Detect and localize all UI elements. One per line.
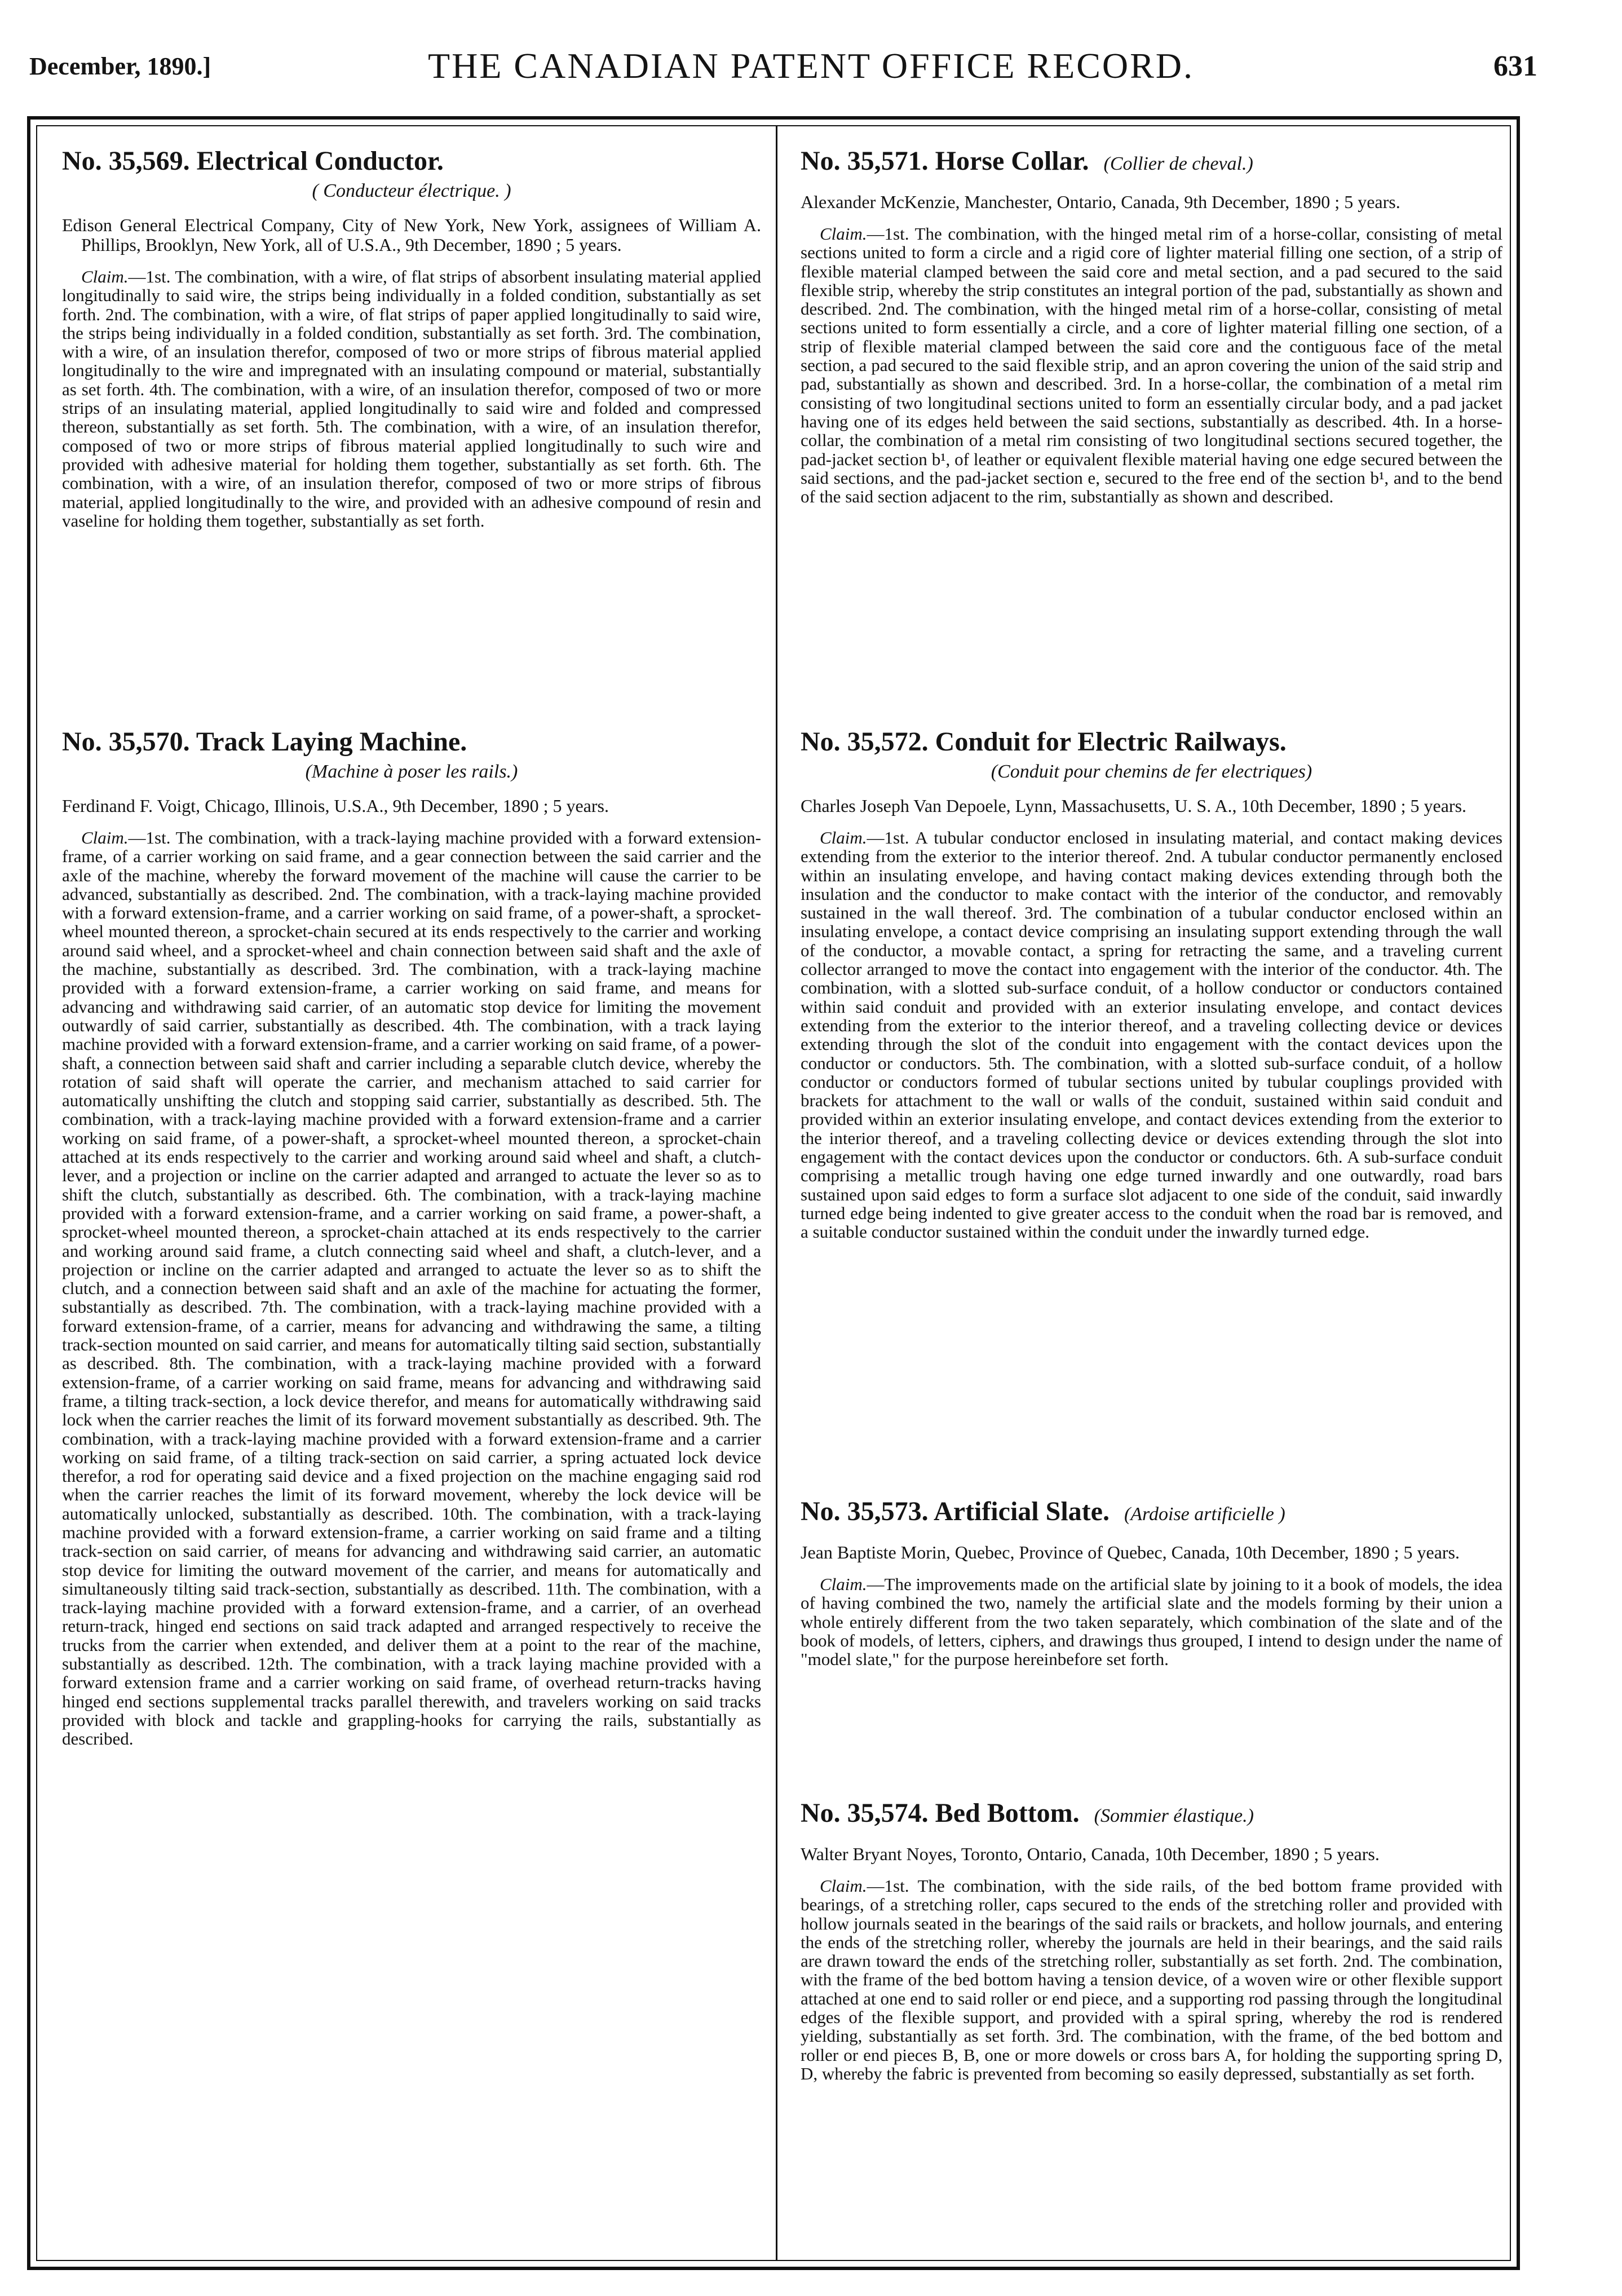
entry-grantee: Jean Baptiste Morin, Quebec, Province of Quebec, Canada, 10th December, 1890 ; 5 years.	[801, 1542, 1460, 1562]
entry-claim	[62, 828, 761, 1749]
patent-entry-35574	[801, 1798, 1502, 2083]
claim-label: Claim.	[820, 1574, 867, 1594]
entry-number: No. 35,569.	[62, 146, 190, 176]
entry-french-title: ( Conducteur électrique. )	[312, 180, 511, 201]
entry-grantee: Alexander McKenzie, Manchester, Ontario, Canada, 9th December, 1890 ; 5 years.	[801, 192, 1400, 212]
page-number: 631	[1493, 50, 1537, 82]
entry-claim	[801, 828, 1502, 1242]
entry-claim	[801, 1876, 1502, 2083]
claim-text: —1st. The combination, with the side rails, of the bed bottom frame provided with bearings, of a stretching roller, caps secured to the ends of the stretching roller and provided with hollow journals seated in the bearings of the said rails or brackets, and hollow journals, and entering the ends of the stretching roller, whereby the journals are held in their bearings, and the said rails are drawn toward the ends of the stretching roller, substantially as set forth. 2nd. The combination, with the frame of the bed bottom having a tension device, of a woven wire or other flexible support attached at one end to said roller or end piece, and a supporting rod passing through the longitudinal edges of the flexible support, and provided with a spiral spring, whereby the rod is rendered yielding, substantially as set forth. 3rd. The combination, with the frame, of the bed bottom and roller or end pieces B, B, one or more dowels or cross bars A, for holding the supporting spring D, D, whereby the fabric is prevented from becoming so easily depressed, substantially as set forth.	[801, 1876, 1502, 2083]
claim-text: —1st. The combination, with a track-laying machine provided with a forward extension-frame, of a carrier working on said frame, and a gear connection between the said carrier and the axle of the machine, whereby the forward movement of the machine will cause the carrier to be advanced, substantially as described. 2nd. The combination, with a track-laying machine provided with a forward extension-frame, and a carrier working on said frame, of a power-shaft, a sprocket-wheel mounted thereon, a sprocket-chain secured at its ends respectively to the carrier and working around said wheel, and a sprocket-wheel and chain connection between said shaft and the axle of the machine, substantially as described. 3rd. The combination, with a track-laying machine provided with a forward extension-frame, a carrier working on said frame, and means for advancing and withdrawing said carrier, of an automatic stop device for limiting the movement outwardly of said carrier, substantially as described. 4th. The combination, with a track laying machine provided with a forward extension-frame, and a carrier working on said frame, of a power-shaft, a connection between said shaft and carrier including a separable clutch device, whereby the rotation of said shaft will operate the carrier, and mechanism attached to said carrier for automatically unshifting the clutch and stopping said carrier, substantially as described. 5th. The combination, with a track-laying machine provided with a forward extension-frame and a carrier working on said frame, of a power-shaft, a sprocket-wheel mounted thereon, a sprocket-chain attached at its ends respectively to the carrier and working around said wheel and shaft, a clutch-lever, and a projection or incline on the carrier adapted and arranged to actuate the lever so as to shift the clutch, substantially as described. 6th. The combination, with a track-laying machine provided with a forward extension-frame, and a carrier working on said frame, a power-shaft, a sprocket-wheel mounted thereon, a sprocket-chain attached at its ends respectively to the carrier and working around said frame, a clutch connecting said wheel and shaft, a clutch-lever, and a projection or incline on the carrier adapted and arranged to actuate the lever so as to shift the clutch, and a connection between said shaft and an axle of the machine for actuating the former, substantially as described. 7th. The combination, with a track-laying machine provided with a forward extension-frame, of a carrier, means for advancing and withdrawing the same, a tilting track-section mounted on said carrier, and means for automatically tilting said section, substantially as described. 8th. The combination, with a track-laying machine provided with a forward extension-frame, of a carrier working on said frame, means for advancing and withdrawing said frame, a tilting track-section, a lock device therefor, and means for automatically withdrawing said lock when the carrier reaches the limit of its forward movement substantially as described. 9th. The combination, with a track-laying machine provided with a forward extension-frame and a carrier working on said frame, of a tilting track-section on said carrier, a spring actuated lock device therefor, a rod for operating said device and a fixed projection on the machine engaging said rod when the carrier reaches the limit of its forward movement, whereby the lock device will be automatically unlocked, substantially as described. 10th. The combination, with a track-laying machine provided with a forward extension-frame, a carrier working on said frame and a tilting track-section on said carrier, of means for advancing and withdrawing said carrier, an automatic stop device for limiting the outward movement of the carrier, and means for automatically and simultaneously tilting said track-section, substantially as described. 11th. The combination, with a track-laying machine provided with a forward extension-frame, and a carrier, of an overhead return-track, hinged end sections on said track adapted and arranged respectively to receive the trucks from the carrier when extended, and deliver them at a point to the rear of the machine, substantially as described. 12th. The combination, with a track laying machine provided with a forward extension frame and a carrier working on said frame, of overhead return-tracks having hinged end sections supplemental tracks parallel therewith, and travelers working on said tracks provided with block and tackle and grappling-hooks for carrying the rails, substantially as described.	[62, 828, 761, 1749]
claim-label: Claim.	[820, 224, 867, 244]
entry-title: Bed Bottom.	[935, 1798, 1080, 1828]
entry-number: No. 35,572.	[801, 727, 929, 757]
entry-french-title: (Conduit pour chemins de fer electriques)	[991, 761, 1312, 782]
patent-entry-35569	[62, 145, 761, 530]
entry-title: Electrical Conductor.	[196, 146, 444, 176]
entry-claim	[62, 267, 761, 530]
entry-heading	[801, 1798, 1502, 1832]
header-date: December, 1890.]	[29, 52, 211, 80]
entry-heading	[62, 726, 761, 758]
entry-title: Conduit for Electric Railways.	[935, 727, 1287, 757]
entry-number: No. 35,571.	[801, 146, 929, 176]
entry-number: No. 35,574.	[801, 1798, 929, 1828]
patent-entry-35572	[801, 726, 1502, 1242]
patent-entry-35573	[801, 1496, 1502, 1668]
claim-label: Claim.	[820, 1876, 867, 1896]
entry-number: No. 35,573.	[801, 1496, 929, 1526]
entry-grantee: Ferdinand F. Voigt, Chicago, Illinois, U.S.A., 9th December, 1890 ; 5 years.	[62, 796, 609, 816]
entry-claim	[801, 1575, 1502, 1668]
entry-heading	[62, 145, 761, 177]
claim-label: Claim.	[81, 267, 129, 286]
patent-entry-35570	[62, 726, 761, 1749]
entry-title: Artificial Slate.	[934, 1496, 1110, 1526]
entry-heading	[801, 1496, 1502, 1530]
entry-claim	[801, 224, 1502, 506]
claim-text: —1st. The combination, with a wire, of flat strips of absorbent insulating material applied longitudinally to said wire, the strips being individually in a folded condition, substantially as set forth. 2nd. The combination, with a wire, of flat strips of paper applied longitudinally to said wire, the strips being individually in a folded condition, substantially as set forth. 3rd. The combination, with a wire, of an insulation therefor, composed of two or more strips of fibrous material applied longitudinally to the wire and impregnated with an insulating compound or material, substantially as set forth. 4th. The combination, with a wire, of an insulation therefor, composed of two or more strips of an insulating material, applied longitudinally to said wire and folded and compressed thereon, substantially as set forth. 5th. The combination, with a wire, of an insulation therefor, composed of two or more strips of fibrous material applied longitudinally to such wire and provided with adhesive material for holding them together, substantially as set forth. 6th. The combination, with a wire, of an insulation therefor, composed of two or more strips of fibrous material, applied longitudinally to the wire, and provided with an adhesive compound of resin and vaseline for holding them together, substantially as set forth.	[62, 267, 761, 531]
column-divider	[776, 125, 777, 2261]
entry-french-title: (Ardoise artificielle )	[1124, 1504, 1285, 1525]
entry-french-title: (Collier de cheval.)	[1103, 153, 1253, 174]
claim-text: —1st. The combination, with the hinged metal rim of a horse-collar, consisting of metal sections united to form a circle and a rigid core of lighter material filling one section, of a strip of flexible material clamped between the said core and metal section, and a pad secured to the said flexible strip, whereby the strip constitutes an integral portion of the pad, substantially as shown and described. 2nd. The combination, with the hinged metal rim of a horse-collar, consisting of metal sections united to form essentially a circle, and a core of lighter material filling one section, of a strip of flexible material clamped between the said core and the contiguous face of the metal section, a pad secured to the said flexible strip, and an apron covering the union of the said strip and pad, substantially as shown and described. 3rd. In a horse-collar, the combination of a metal rim consisting of two longitudinal sections united to form an essentially circular body, and a pad jacket having one of its edges held between the said sections, substantially as described. 4th. In a horse-collar, the combination of a metal rim consisting of two longitudinal sections secured together, the pad-jacket section b¹, of leather or equivalent flexible material having one edge secured between the said sections, and the pad-jacket section e, secured to the free end of the section b¹, and to the bend of the said section adjacent to the rim, substantially as shown and described.	[801, 224, 1502, 507]
claim-text: —The improvements made on the artificial slate by joining to it a book of models, the idea of having combined the two, namely the artificial slate and the models forming by their union a whole entirely different from the two taken separately, which combination of the slate and of the book of models, of letters, ciphers, and drawings thus grouped, I intend to design under the name of "model slate," for the purpose hereinbefore set forth.	[801, 1574, 1502, 1670]
claim-label: Claim.	[820, 828, 867, 847]
entry-french-title: (Machine à poser les rails.)	[305, 761, 518, 782]
claim-text: —1st. A tubular conductor enclosed in insulating material, and contact making devices extending from the exterior to the interior thereof. 2nd. A tubular conductor permanently enclosed within an insulating envelope, and having contact making devices extending through both the insulation and the conductor to make contact with the interior of the conductor, and removably sustained in the wall thereof. 3rd. The combination of a tubular conductor enclosed within an insulating envelope, a contact device comprising an insulating support extending through the wall of the conductor, a movable contact, a spring for retracting the same, and a traveling current collector arranged to move the contact into engagement with the interior of the conductor. 4th. The combination, with a slotted sub-surface conduit, of a hollow conductor or conductors contained within said conduit and provided with an exterior insulating envelope, and contact devices extending from the exterior to the interior thereof, and a traveling collecting device or devices extending through the slot of the conduit into engagement with the contact devices upon the conductor or conductors. 5th. The combination, with a slotted sub-surface conduit, of a hollow conductor or conductors formed of tubular sections united by tubular couplings provided with brackets for attachment to the wall or walls of the conduit, sustained within said conduit and provided within an exterior insulating envelope, and contact devices extending from the exterior to the interior thereof, and a traveling collecting device or devices extending through the slot into engagement with the contact devices upon the conductor or conductors. 6th. A sub-surface conduit comprising a metallic trough having one edge turned inwardly and one outwardly, road bars sustained upon said edges to form a surface slot adjacent to one side of the conduit, said inwardly turned edge being indented to give greater access to the conduit when the road bar is removed, and a suitable conductor sustained within the conduit under the inwardly turned edge.	[801, 828, 1502, 1242]
entry-grantee: Charles Joseph Van Depoele, Lynn, Massachusetts, U. S. A., 10th December, 1890 ; 5 years.	[801, 796, 1467, 816]
entry-heading	[801, 726, 1502, 758]
entry-title: Horse Collar.	[935, 146, 1089, 176]
entry-french-title: (Sommier élastique.)	[1094, 1805, 1254, 1826]
entry-grantee: Walter Bryant Noyes, Toronto, Ontario, Canada, 10th December, 1890 ; 5 years.	[801, 1844, 1380, 1864]
claim-label: Claim.	[81, 828, 129, 847]
entry-number: No. 35,570.	[62, 727, 190, 757]
entry-title: Track Laying Machine.	[196, 727, 467, 757]
header-title: THE CANADIAN PATENT OFFICE RECORD.	[428, 46, 1194, 86]
patent-entry-35571	[801, 145, 1502, 506]
entry-heading	[801, 145, 1502, 180]
entry-grantee: Edison General Electrical Company, City of New York, New York, assignees of William A. Phillips, Brooklyn, New York, all of U.S.A., 9th December, 1890 ; 5 years.	[62, 215, 761, 255]
